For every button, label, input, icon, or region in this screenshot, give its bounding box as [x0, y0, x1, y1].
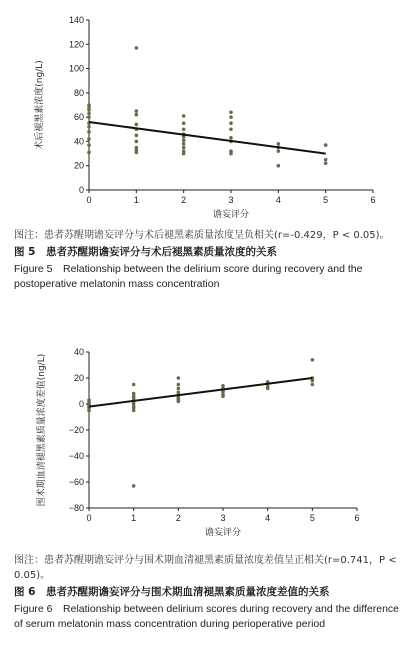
data-point: [229, 127, 233, 131]
data-point: [221, 394, 225, 398]
data-point: [266, 387, 270, 391]
y-tick-label: 60: [73, 112, 84, 123]
x-tick-label: 3: [220, 513, 226, 523]
data-point: [229, 121, 233, 125]
data-point: [229, 136, 233, 140]
y-tick-label: −40: [68, 451, 84, 461]
data-point: [87, 137, 91, 141]
data-point: [311, 379, 315, 383]
figure5-note-text: 图注：患者苏醒期谵妄评分与术后褪黑素质量浓度呈负相关: [14, 230, 274, 241]
y-tick-label: 140: [68, 15, 84, 25]
figure5-note-stats: (r=-0.429，P < 0.05)。: [274, 230, 390, 241]
y-axis-label: 术后褪黑素浓度(ng/L): [35, 60, 45, 150]
data-point: [87, 103, 91, 107]
y-tick-label: 120: [68, 39, 84, 50]
figure6-note: [14, 553, 402, 583]
figure6-note-text: 图注：患者苏醒期谵妄评分与围术期血清褪黑素质量浓度差值呈正相关: [14, 555, 324, 566]
figure5-note: [14, 228, 402, 243]
figure6-title-en: Figure 6 Relationship between delirium scores during recovery and the difference of serum melatonin mass concentration during perioperative period: [14, 603, 400, 630]
data-point: [324, 161, 328, 165]
data-point: [277, 149, 281, 153]
data-point: [311, 383, 315, 387]
data-point: [135, 140, 139, 144]
data-point: [182, 146, 186, 150]
y-tick-label: 20: [73, 373, 84, 383]
data-point: [182, 114, 186, 118]
y-tick-label: 100: [68, 63, 84, 74]
data-point: [324, 143, 328, 147]
data-point: [177, 387, 181, 391]
data-point: [132, 409, 136, 413]
y-tick-label: 40: [73, 136, 84, 147]
data-point: [182, 121, 186, 125]
data-point: [182, 142, 186, 146]
x-tick-label: 2: [175, 513, 181, 523]
data-point: [229, 110, 233, 114]
data-point: [229, 115, 233, 119]
data-point: [87, 125, 91, 129]
data-point: [182, 127, 186, 131]
x-tick-label: 1: [131, 513, 137, 523]
data-point: [135, 134, 139, 138]
y-tick-label: 40: [73, 347, 84, 357]
figure5-caption: [14, 228, 402, 292]
figure5-title-cn: 图 5 患者苏醒期谵妄评分与术后褪黑素质量浓度的关系: [14, 246, 277, 258]
y-tick-label: −60: [68, 477, 84, 487]
regression-line: [89, 122, 326, 154]
data-point: [87, 143, 91, 147]
y-tick-label: 80: [73, 87, 84, 98]
data-point: [135, 109, 139, 113]
y-tick-label: −20: [68, 425, 84, 435]
data-point: [87, 130, 91, 134]
data-point: [132, 484, 136, 488]
y-tick-label: 0: [78, 185, 84, 195]
data-point: [87, 409, 91, 413]
data-point: [135, 113, 139, 117]
x-tick-label: 2: [181, 195, 187, 205]
figure6-caption: [14, 553, 402, 632]
figure6-note-stats: (r=0.741，P < 0.05)。: [14, 555, 397, 581]
data-point: [277, 164, 281, 168]
x-tick-label: 3: [228, 195, 234, 205]
x-tick-label: 0: [86, 513, 92, 523]
data-point: [182, 152, 186, 156]
y-axis-label: 围术期血清褪黑素质量浓度差值(ng/L): [37, 353, 47, 507]
x-tick-label: 6: [370, 195, 376, 205]
data-point: [311, 358, 315, 362]
data-point: [177, 383, 181, 387]
x-tick-label: 6: [354, 513, 360, 523]
data-point: [229, 152, 233, 156]
data-point: [132, 383, 136, 387]
data-point: [324, 158, 328, 162]
figure5-title-en: Figure 5 Relationship between the delirium score during recovery and the postoperative melatonin mass concentration: [14, 263, 363, 290]
chart-melatonin-difference: [35, 347, 360, 538]
data-point: [87, 115, 91, 119]
data-point: [177, 400, 181, 404]
chart-melatonin-postop: [33, 15, 376, 220]
data-point: [135, 46, 139, 50]
x-axis-label: 谵妄评分: [204, 528, 242, 538]
x-tick-label: 5: [323, 195, 329, 205]
data-point: [87, 112, 91, 116]
y-tick-label: 0: [78, 399, 84, 409]
data-point: [135, 123, 139, 127]
x-tick-label: 4: [265, 513, 271, 523]
x-tick-label: 0: [86, 195, 92, 205]
regression-line: [89, 378, 312, 407]
data-point: [177, 376, 181, 380]
x-tick-label: 4: [275, 195, 281, 205]
data-point: [135, 151, 139, 155]
y-tick-label: −80: [68, 503, 84, 513]
x-axis-label: 谵妄评分: [212, 210, 250, 220]
figure6-title-cn: 图 6 患者苏醒期谵妄评分与围术期血清褪黑素质量浓度差值的关系: [14, 586, 330, 598]
data-point: [277, 142, 281, 146]
x-tick-label: 5: [309, 513, 315, 523]
data-point: [182, 138, 186, 142]
data-point: [87, 151, 91, 155]
y-tick-label: 20: [73, 160, 84, 171]
x-tick-label: 1: [133, 195, 139, 205]
